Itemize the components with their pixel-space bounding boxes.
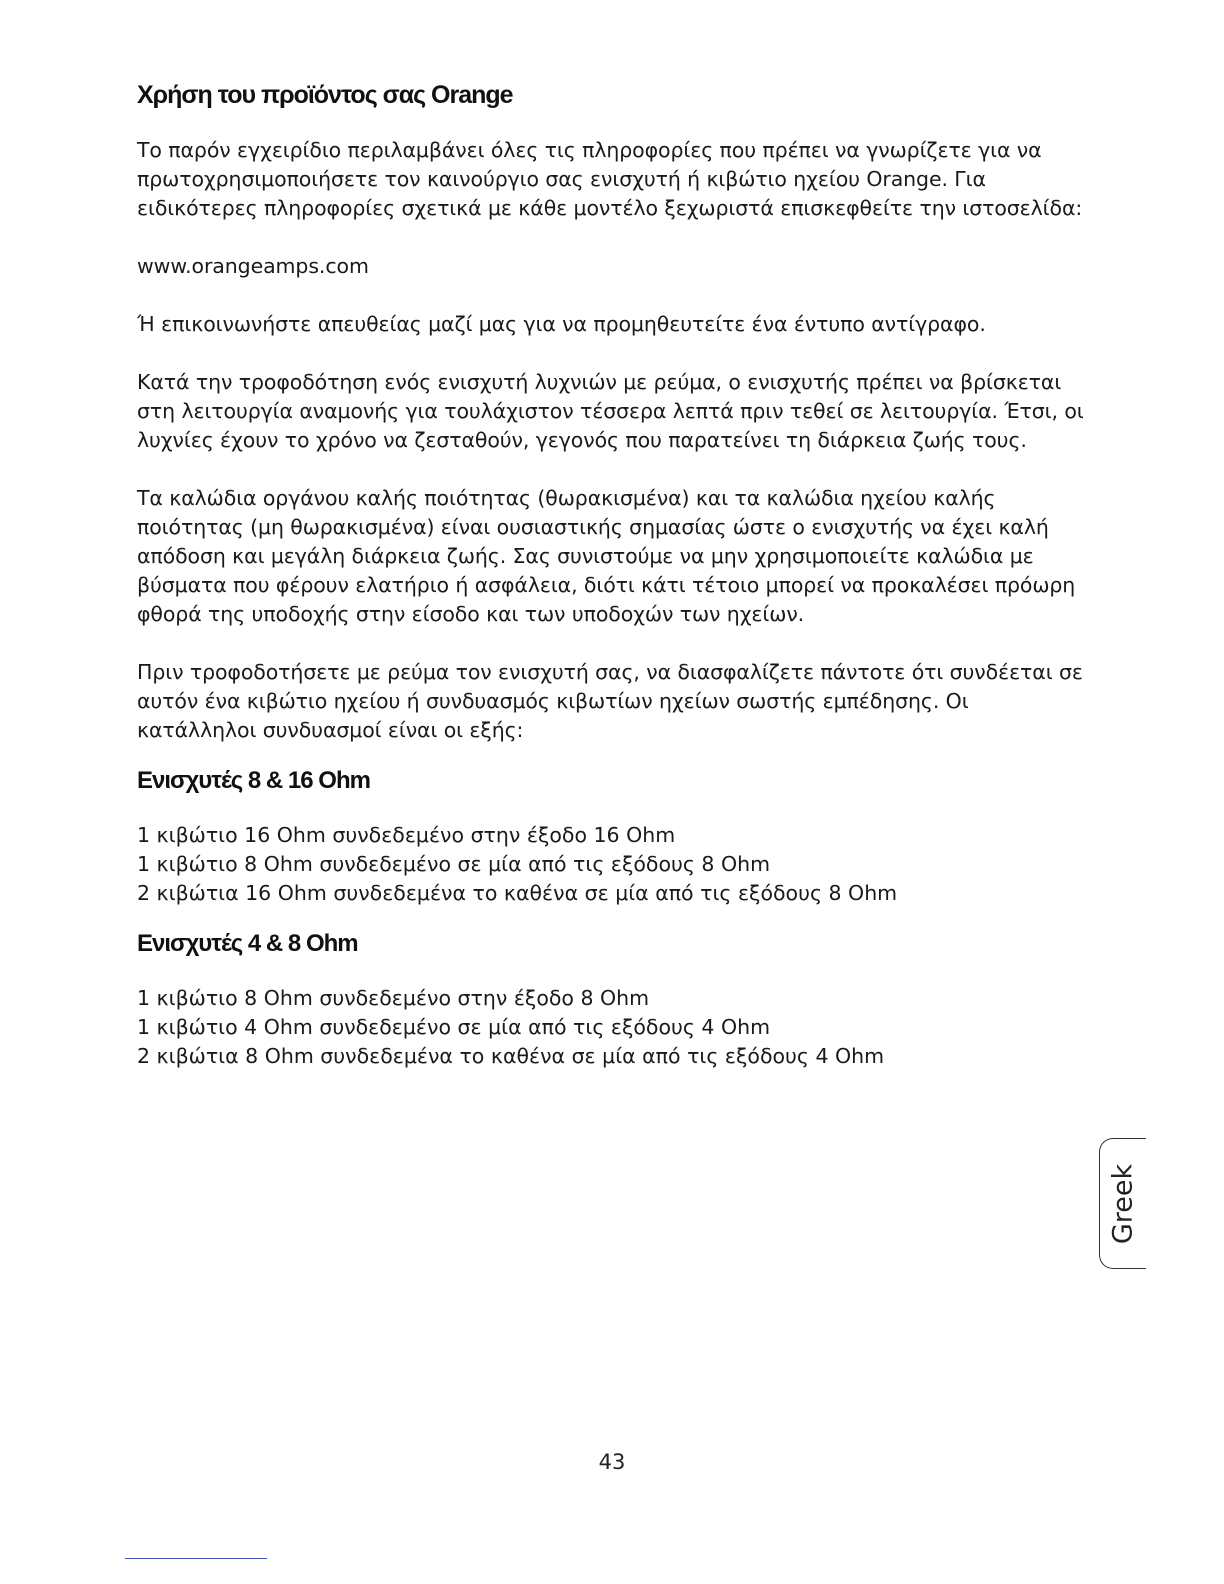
list-item: 2 κιβώτια 8 Ohm συνδεδεμένα το καθένα σε μία από τις εξόδους 4 Ohm: [137, 1044, 885, 1068]
list-item: 2 κιβώτια 16 Ohm συνδεδεμένα το καθένα σε μία από τις εξόδους 8 Ohm: [137, 881, 898, 905]
section-title-8-16-ohm: Ενισχυτές 8 & 16 Ohm: [137, 767, 370, 794]
cables-paragraph: Τα καλώδια οργάνου καλής ποιότητας (θωρακισμένα) και τα καλώδια ηχείου καλής ποιότητας (μη θωρακισμένα) είναι ουσιαστικής σημασίας ώστε ο ενισχυτής να έχει καλή απόδοση και μεγάλη διάρκεια ζωής. Σας συνιστούμε να μην χρησιμοποιείτε καλώδια με βύσματα που φέρουν ελατήριο ή ασφάλεια, διότι κάτι τέτοιο μπορεί να προκαλέσει πρόωρη φθορά της υποδοχής στην είσοδο και των υποδοχών των ηχείων.: [137, 486, 1076, 626]
combination-list-4-8-ohm: [137, 984, 1087, 1071]
list-item: 1 κιβώτιο 8 Ohm συνδεδεμένο στην έξοδο 8 Ohm: [137, 986, 650, 1010]
section-title-4-8-ohm: Ενισχυτές 4 & 8 Ohm: [137, 930, 358, 957]
website-url: www.orangeamps.com: [137, 254, 369, 278]
standby-paragraph: Κατά την τροφοδότηση ενός ενισχυτή λυχνιών με ρεύμα, ο ενισχυτής πρέπει να βρίσκεται στη λειτουργία αναμονής για τουλάχιστον τέσσερα λεπτά πριν τεθεί σε λειτουργία. Έτσι, οι λυχνίες έχουν το χρόνο να ζεσταθούν, γεγονός που παρατείνει τη διάρκεια ζωής τους.: [137, 370, 1084, 452]
contact-paragraph: Ή επικοινωνήστε απευθείας μαζί μας για να προμηθευτείτε ένα έντυπο αντίγραφο.: [137, 312, 986, 336]
language-tab: [1099, 1138, 1146, 1269]
impedance-paragraph: Πριν τροφοδοτήσετε με ρεύμα τον ενισχυτή σας, να διασφαλίζετε πάντοτε ότι συνδέεται σε αυτόν ένα κιβώτιο ηχείου ή συνδυασμός κιβωτίων ηχείων σωστής εμπέδησης. Οι κατάλληλοι συνδυασμοί είναι οι εξής:: [137, 660, 1083, 742]
intro-paragraph: Το παρόν εγχειρίδιο περιλαμβάνει όλες τις πληροφορίες που πρέπει να γνωρίζετε για να πρωτοχρησιμοποιήσετε τον καινούργιο σας ενισχυτή ή κιβώτιο ηχείου Orange. Για ειδικότερες πληροφορίες σχετικά με κάθε μοντέλο ξεχωριστά επισκεφθείτε την ιστοσελίδα:: [137, 138, 1083, 220]
document-body: [137, 78, 1087, 1071]
page-title: Χρήση του προϊόντος σας Orange: [137, 81, 513, 109]
list-item: 1 κιβώτιο 4 Ohm συνδεδεμένο σε μία από τις εξόδους 4 Ohm: [137, 1015, 771, 1039]
page-number: 43: [598, 1450, 626, 1474]
language-tab-label: Greek: [1107, 1163, 1139, 1244]
list-item: 1 κιβώτιο 16 Ohm συνδεδεμένο στην έξοδο 16 Ohm: [137, 823, 676, 847]
list-item: 1 κιβώτιο 8 Ohm συνδεδεμένο σε μία από τις εξόδους 8 Ohm: [137, 852, 771, 876]
footer-divider: [125, 1558, 267, 1559]
combination-list-8-16-ohm: [137, 821, 1087, 908]
